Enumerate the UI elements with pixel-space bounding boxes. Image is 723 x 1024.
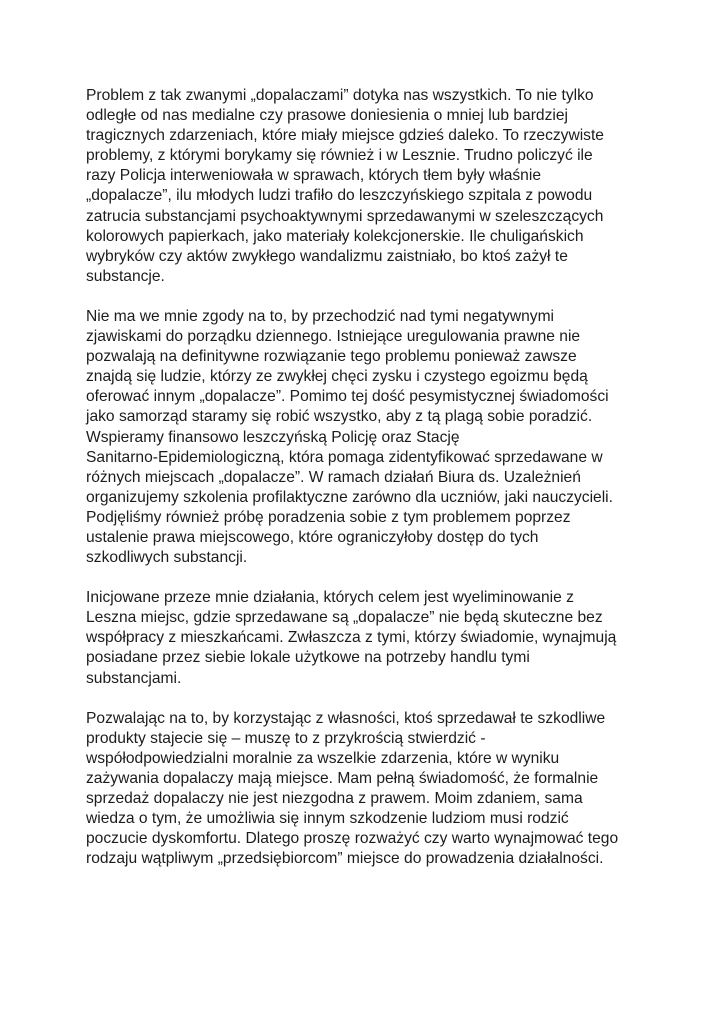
document-page [86, 86, 646, 889]
paragraph-1: Problem z tak zwanymi „dopalaczami” dotyka nas wszystkich. To nie tylko odległe od nas medialne czy prasowe doniesienia o mniej lub bardziej tragicznych zdarzeniach, które miały miejsce gdzieś daleko. To rzeczywiste problemy, z którymi borykamy się również i w Lesznie. Trudno policzyć ile razy Policja interweniowała w sprawach, których tłem były właśnie „dopalacze”, ilu młodych ludzi trafiło do leszczyńskiego szpitala z powodu zatrucia substancjami psychoaktywnymi sprzedawanymi w szeleszczących kolorowych papierkach, jako materiały kolekcjonerskie. Ile chuligańskich wybryków czy aktów zwykłego wandalizmu zaistniało, bo ktoś zażył te substancje. [86, 87, 604, 285]
paragraph-3: Inicjowane przeze mnie działania, których celem jest wyeliminowanie z Leszna miejsc, gdzie sprzedawane są „dopalacze” nie będą skuteczne bez współpracy z mieszkańcami. Zwłaszcza z tymi, którzy świadomie, wynajmują posiadane przez siebie lokale użytkowe na potrzeby handlu tymi substancjami. [86, 589, 617, 687]
paragraph-2: Nie ma we mnie zgody na to, by przechodzić nad tymi negatywnymi zjawiskami do porządku dziennego. Istniejące uregulowania prawne nie pozwalają na definitywne rozwiązanie tego problemu ponieważ zawsze znajdą się ludzie, którzy ze zwykłej chęci zysku i czystego egoizmu będą oferować innym „dopalacze”. Pomimo tej dość pesymistycznej świadomości jako samorząd staramy się robić wszystko, aby z tą plagą sobie poradzić. Wspieramy finansowo leszczyńską Policję oraz Stację Sanitarno-Epidemiologiczną, która pomaga zidentyfikować sprzedawane w różnych miejscach „dopalacze”. W ramach działań Biura ds. Uzależnień organizujemy szkolenia profilaktyczne zarówno dla uczniów, jaki nauczycieli. Podjęliśmy również próbę poradzenia sobie z tym problemem poprzez ustalenie prawa miejscowego, które ograniczyłoby dostęp do tych szkodliwych substancji. [86, 307, 613, 567]
paragraph-4: Pozwalając na to, by korzystając z własności, ktoś sprzedawał te szkodliwe produkty stajecie się – muszę to z przykrością stwierdzić - współodpowiedzialni moralnie za wszelkie zdarzenia, które w wyniku zażywania dopalaczy mają miejsce. Mam pełną świadomość, że formalnie sprzedaż dopalaczy nie jest niezgodna z prawem. Moim zdaniem, sama wiedza o tym, że umożliwia się innym szkodzenie ludziom musi rodzić poczucie dyskomfortu. Dlatego proszę rozważyć czy warto wynajmować tego rodzaju wątpliwym „przedsiębiorcom” miejsce do prowadzenia działalności. [86, 709, 619, 868]
